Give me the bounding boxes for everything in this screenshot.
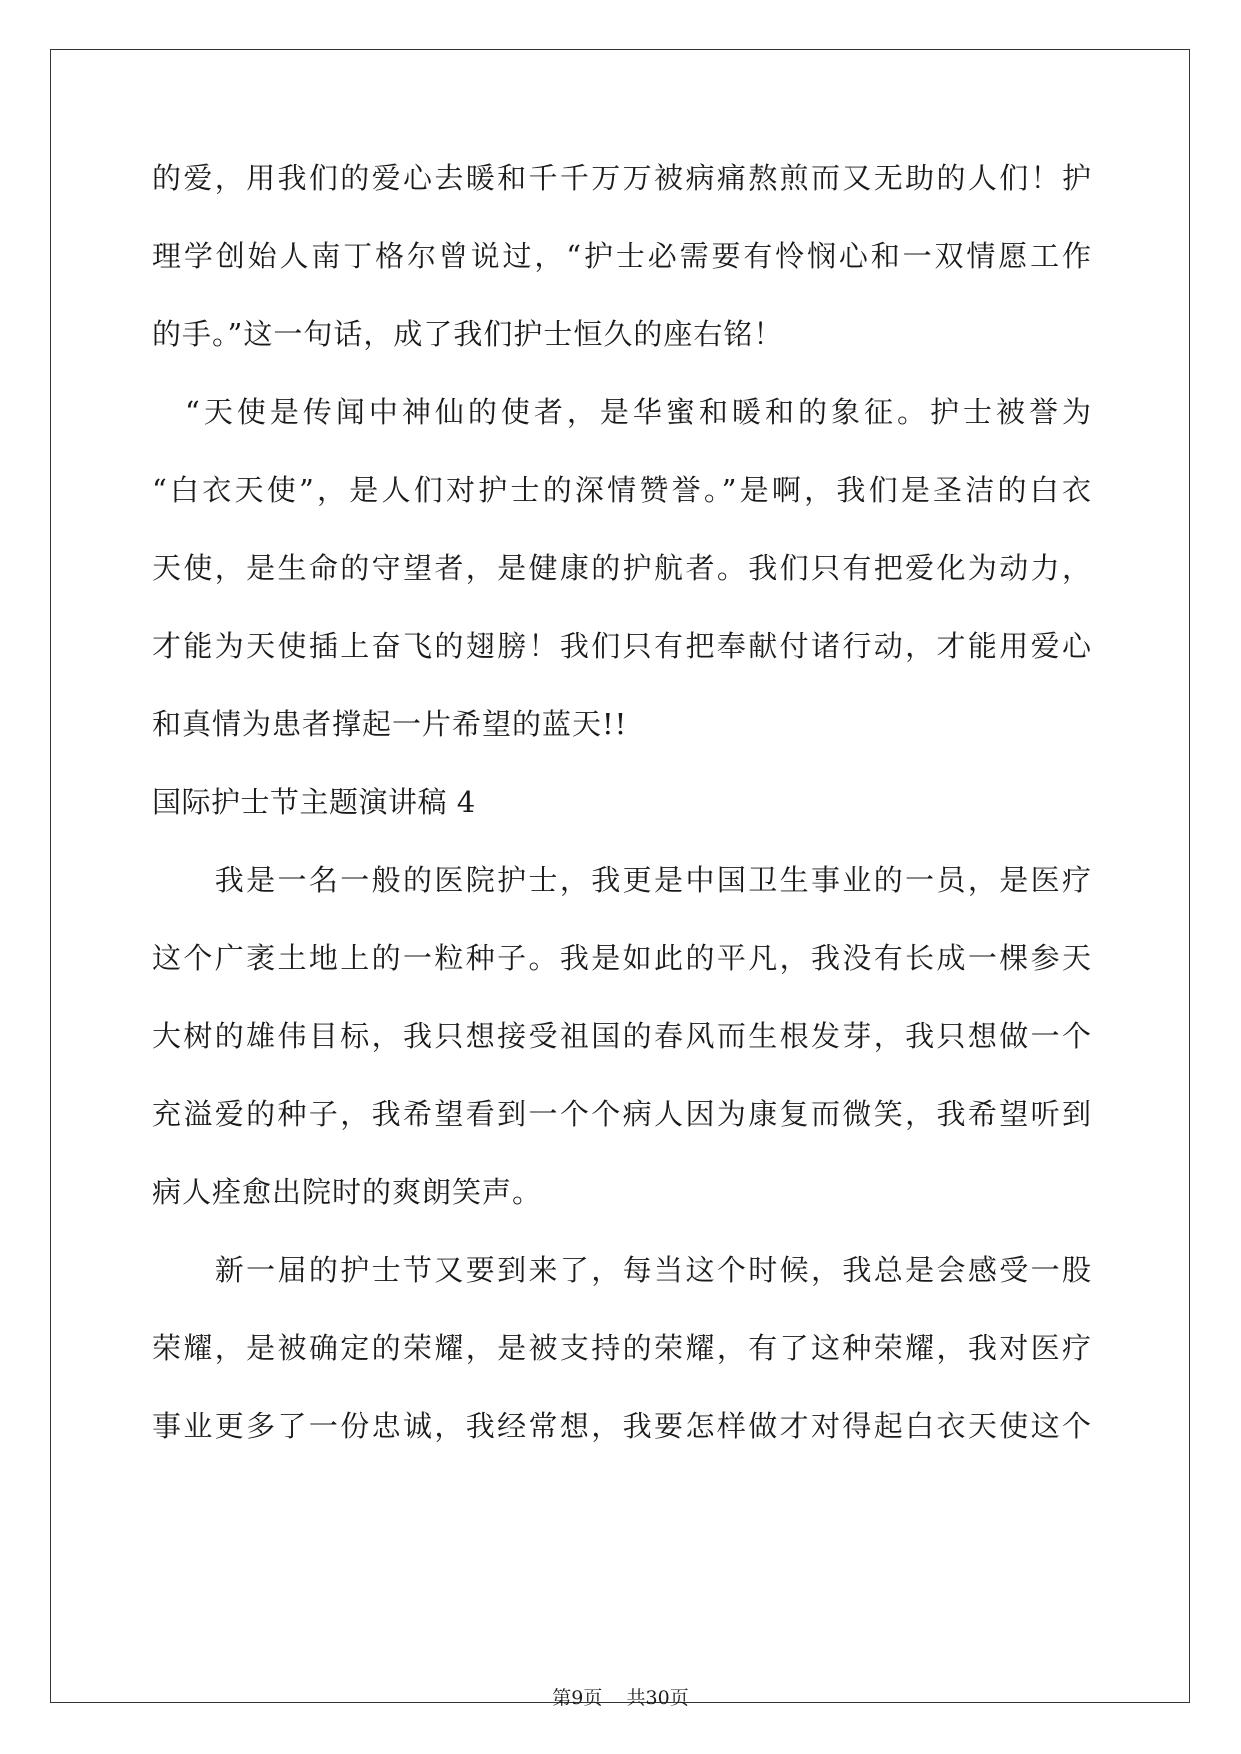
page-footer	[0, 1686, 1241, 1710]
text-line: 的手。”这一句话，成了我们护士恒久的座右铭！	[152, 317, 784, 351]
text-line: 天使，是生命的守望者，是健康的护航者。我们只有把爱化为动力，	[152, 551, 1092, 585]
text-line: “天使是传闻中神仙的使者，是华蜜和暖和的象征。护士被誉为	[152, 395, 1092, 429]
text-line: 事业更多了一份忠诚，我经常想，我要怎样做才对得起白衣天使这个	[152, 1409, 1092, 1443]
text-line: 荣耀，是被确定的荣耀，是被支持的荣耀，有了这种荣耀，我对医疗	[152, 1331, 1092, 1365]
page-number-prefix: 第	[552, 1687, 572, 1709]
section-heading: 国际护士节主题演讲稿 4	[152, 785, 476, 819]
text-line: 充溢爱的种子，我希望看到一个个病人因为康复而微笑，我希望听到	[152, 1097, 1092, 1131]
total-pages: 30	[645, 1687, 670, 1709]
page-number-suffix: 页	[583, 1687, 603, 1709]
text-line: 才能为天使插上奋飞的翅膀！我们只有把奉献付诸行动，才能用爱心	[152, 629, 1092, 663]
total-pages-suffix: 页	[669, 1687, 689, 1709]
text-line: 的爱，用我们的爱心去暖和千千万万被病痛熬煎而又无助的人们！护	[152, 161, 1092, 195]
text-line: 和真情为患者撑起一片希望的蓝天!!	[152, 707, 628, 741]
page-number: 9	[571, 1687, 584, 1709]
document-body	[152, 160, 1092, 1486]
text-line: 大树的雄伟目标，我只想接受祖国的春风而生根发芽，我只想做一个	[152, 1019, 1092, 1053]
text-line: 我是一名一般的医院护士，我更是中国卫生事业的一员，是医疗	[152, 863, 1092, 897]
text-line: 新一届的护士节又要到来了，每当这个时候，我总是会感受一股	[152, 1253, 1092, 1287]
total-pages-prefix: 共	[626, 1687, 646, 1709]
text-line: 这个广袤土地上的一粒种子。我是如此的平凡，我没有长成一棵参天	[152, 941, 1092, 975]
text-line: “白衣天使”，是人们对护士的深情赞誉。”是啊，我们是圣洁的白衣	[152, 473, 1092, 507]
text-line: 理学创始人南丁格尔曾说过，“护士必需要有怜悯心和一双情愿工作	[152, 239, 1092, 273]
text-line: 病人痊愈出院时的爽朗笑声。	[152, 1175, 543, 1209]
